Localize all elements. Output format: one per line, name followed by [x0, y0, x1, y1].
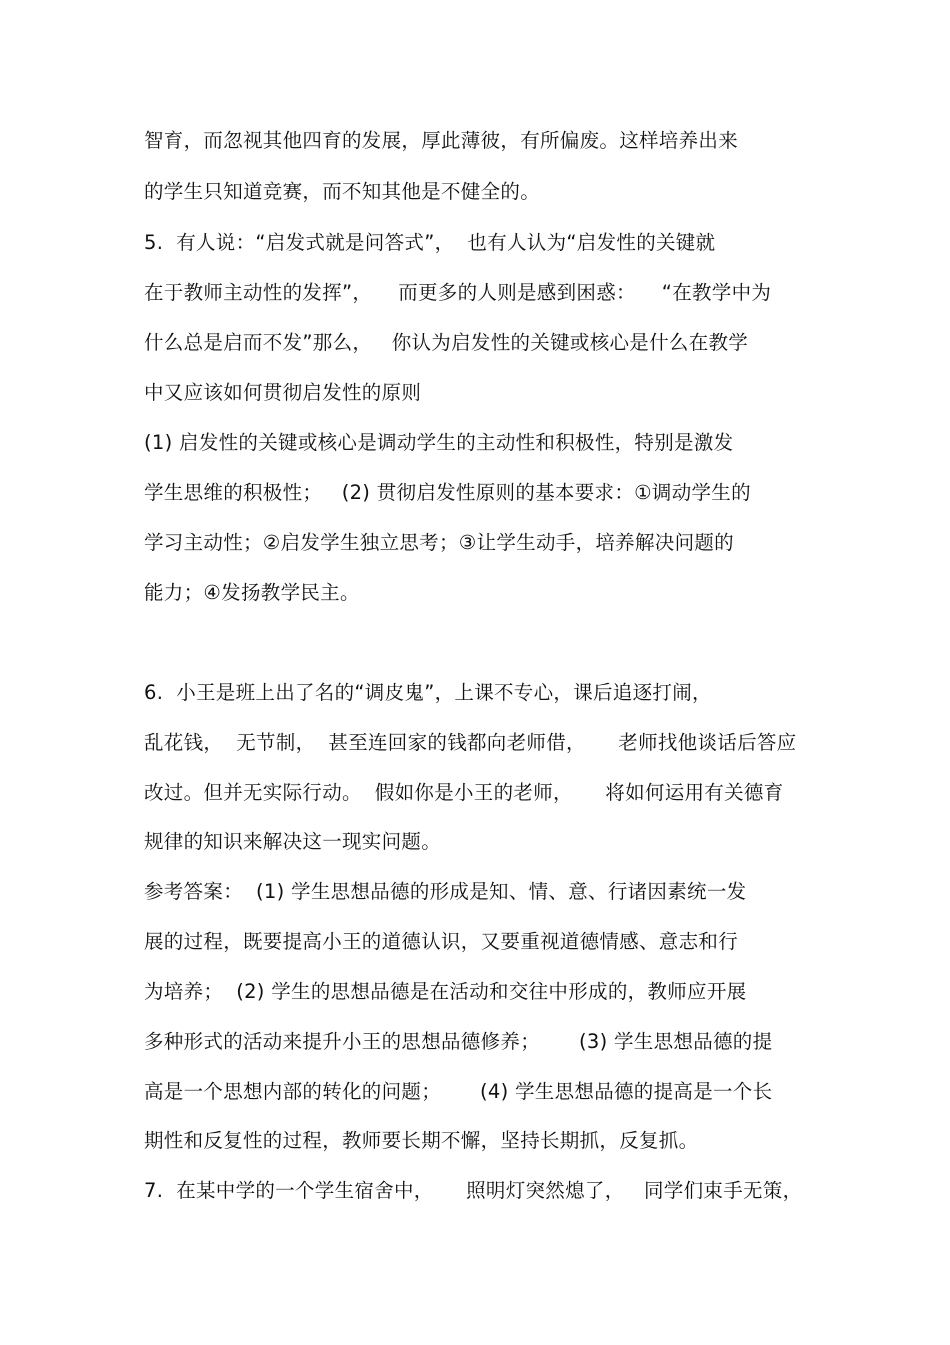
text-line: 学习主动性；②启发学生独立思考；③让学生动手，培养解决问题的: [144, 531, 734, 554]
question-5-line: 5. 有人说：“启发式就是问答式”， 也有人认为“启发性的关键就: [144, 231, 716, 254]
text-line: 中又应该如何贯彻启发性的原则: [144, 381, 422, 404]
text-line: 能力；④发扬教学民主。: [144, 581, 360, 604]
text-line: 学生思维的积极性； (2) 贯彻启发性原则的基本要求：①调动学生的: [144, 481, 751, 504]
text-line: 多种形式的活动来提升小王的思想品德修养； (3) 学生思想品德的提: [144, 1030, 773, 1053]
text-line: 什么总是启而不发”那么， 你认为启发性的关键或核心是什么在教学: [144, 331, 749, 354]
question-6-line: 6. 小王是班上出了名的“调皮鬼”，上课不专心，课后追逐打闹，: [144, 681, 712, 704]
text-line: 智育，而忽视其他四育的发展，厚此薄彼，有所偏废。这样培养出来: [144, 129, 739, 152]
answer-line: 参考答案： (1) 学生思想品德的形成是知、情、意、行诸因素统一发: [144, 880, 747, 903]
text-line: 展的过程，既要提高小王的道德认识，又要重视道德情感、意志和行: [144, 930, 739, 953]
text-line: 乱花钱， 无节制， 甚至连回家的钱都向老师借， 老师找他谈话后答应: [144, 731, 797, 754]
text-line: 为培养； (2) 学生的思想品德是在活动和交往中形成的，教师应开展: [144, 980, 747, 1003]
text-line: 改过。但并无实际行动。 假如你是小王的老师， 将如何运用有关德育: [144, 781, 784, 804]
answer-line: (1) 启发性的关键或核心是调动学生的主动性和积极性，特别是激发: [144, 431, 734, 454]
text-line: 高是一个思想内部的转化的问题； (4) 学生思想品德的提高是一个长: [144, 1080, 773, 1103]
text-line: 的学生只知道竞赛，而不知其他是不健全的。: [144, 180, 541, 203]
text-line: 期性和反复性的过程，教师要长期不懈，坚持长期抓，反复抓。: [144, 1129, 699, 1152]
question-7-line: 7. 在某中学的一个学生宿舍中， 照明灯突然熄了， 同学们束手无策，: [144, 1179, 803, 1202]
text-line: 规律的知识来解决这一现实问题。: [144, 830, 442, 853]
text-line: 在于教师主动性的发挥”， 而更多的人则是感到困惑： “在教学中为: [144, 281, 772, 304]
